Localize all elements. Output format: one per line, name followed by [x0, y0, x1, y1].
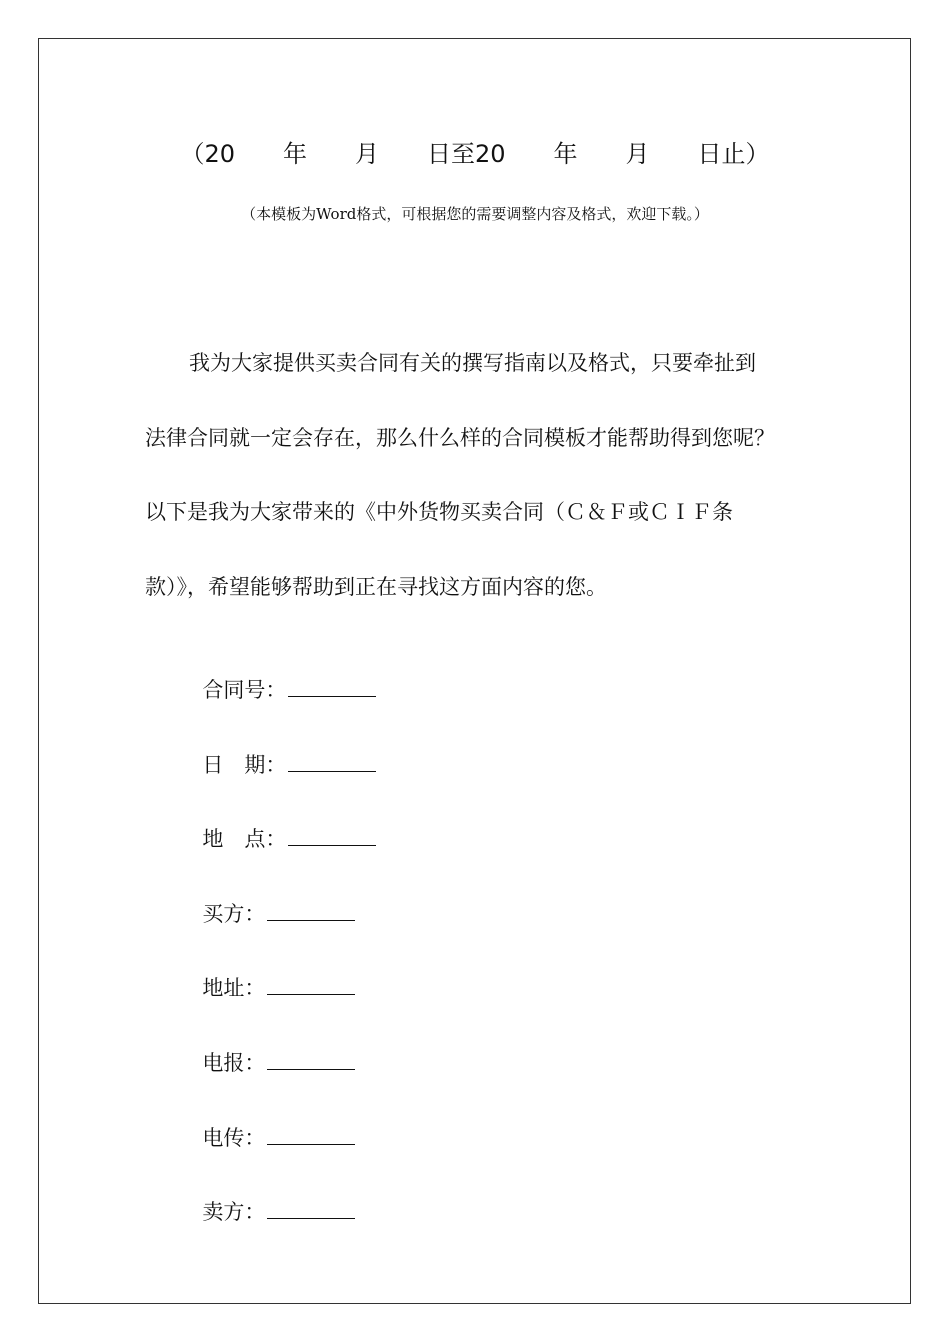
buyer-field: [189, 872, 355, 928]
contract-number-field: [189, 648, 376, 704]
buyer-label: 买方：: [202, 902, 266, 926]
intro-line-2: 法律合同就一定会存在，那么什么样的合同模板才能帮助得到您呢？: [145, 426, 775, 450]
telegram-label: 电报：: [202, 1051, 266, 1075]
contract-number-label: 合同号：: [202, 678, 287, 702]
telex-blank[interactable]: [267, 1124, 355, 1145]
seller-blank[interactable]: [267, 1198, 355, 1219]
seller-label: 卖方：: [202, 1200, 266, 1224]
address-blank[interactable]: [267, 974, 355, 995]
place-field: [189, 797, 376, 853]
place-blank[interactable]: [288, 825, 376, 846]
date-blank[interactable]: [288, 751, 376, 772]
address-label: 地址：: [202, 976, 266, 1000]
template-note: （本模板为Word格式，可根据您的需要调整内容及格式，欢迎下载。）: [241, 205, 709, 223]
place-label: 地 点：: [202, 827, 287, 851]
date-label: 日 期：: [202, 753, 287, 777]
date-range-title: （20 年 月 日至20 年 月 日止）: [180, 140, 770, 168]
intro-line-1: 我为大家提供买卖合同有关的撰写指南以及格式，只要牵扯到: [189, 351, 756, 375]
contract-number-blank[interactable]: [288, 676, 376, 697]
buyer-blank[interactable]: [267, 900, 355, 921]
telex-field: [189, 1096, 355, 1152]
intro-line-4: 款）》，希望能够帮助到正在寻找这方面内容的您。: [145, 575, 607, 599]
seller-field: [189, 1170, 355, 1226]
telegram-blank[interactable]: [267, 1049, 355, 1070]
address-field: [189, 946, 355, 1002]
page-border: [38, 38, 911, 1304]
date-field: [189, 723, 376, 779]
telegram-field: [189, 1021, 355, 1077]
intro-line-3: 以下是我为大家带来的《中外货物买卖合同（Ｃ＆Ｆ或ＣＩＦ条: [145, 500, 733, 524]
telex-label: 电传：: [202, 1126, 266, 1150]
